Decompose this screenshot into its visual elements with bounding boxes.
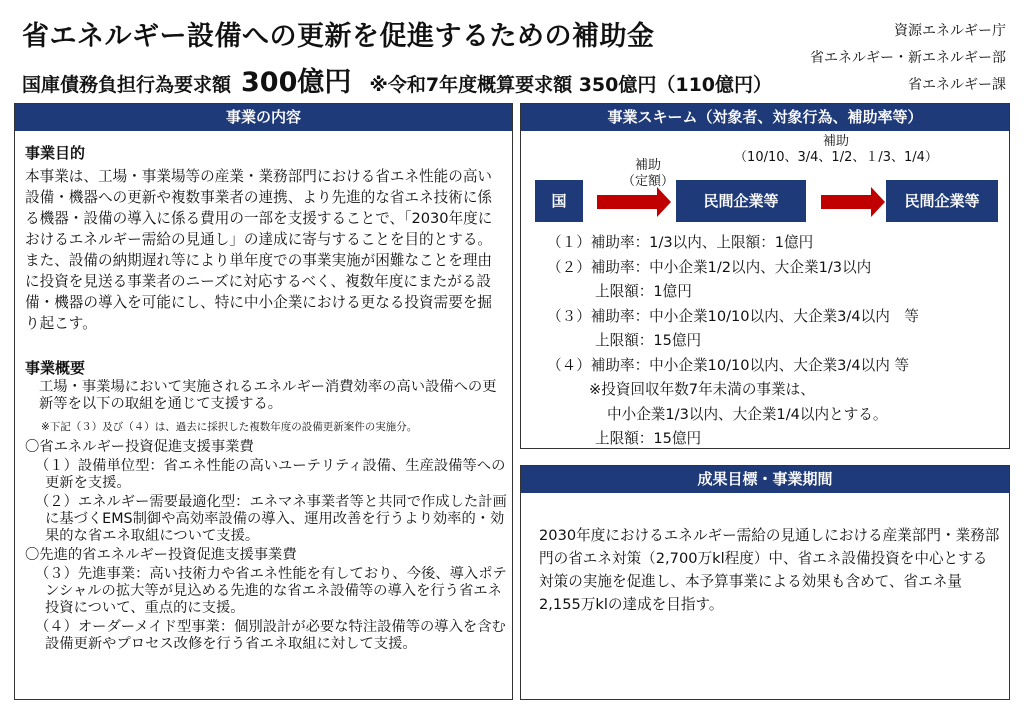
overview-items <box>25 437 509 653</box>
panel-header: 事業の内容 <box>15 104 512 131</box>
agency-line: 資源エネルギー庁 <box>894 23 1006 39</box>
rate-note: ※投資回収年数7年未満の事業は、 <box>589 381 815 398</box>
agency-block <box>810 18 1006 99</box>
agency-line: 省エネルギー・新エネルギー部 <box>810 50 1006 66</box>
page-title: 省エネルギー設備への更新を促進するための補助金 <box>22 21 655 52</box>
list-item: （２）エネルギー需要最適化型：エネマネ事業者等と共同で作成した計画に基づくEMS制御や高効率設備の導入、運用改善を行うより効率的・効果的な省エネ取組について支援。 <box>35 494 507 544</box>
rate-cap: 上限額：15億円 <box>595 430 702 447</box>
subsidy-rates <box>547 231 919 452</box>
rate-line: （２）補助率：中小企業1/2以内、大企業1/3以内 <box>547 258 872 276</box>
rate-cap: 上限額：15億円 <box>595 332 702 349</box>
list-item: （４）オーダーメイド型事業：個別設計が必要な特注設備等の導入を含む設備更新やプロセス改修を行う省エネ取組に対して支援。 <box>35 619 506 652</box>
list-item: （３）先進事業：高い技術力や省エネ性能を有しており、今後、導入ポテンシャルの拡大等が見込める先進的な省エネ設備等の導入を行う省エネ投資について、重点的に支援。 <box>35 566 507 616</box>
panel-header: 事業スキーム（対象者、対象行為、補助率等） <box>521 104 1009 131</box>
arrow-label-text: （定額） <box>621 174 674 189</box>
budget-amount: 300億円 <box>241 67 352 98</box>
rate-cap: 上限額：1億円 <box>595 283 692 300</box>
arrow-label-text: 補助 <box>822 134 849 149</box>
budget-line <box>22 60 772 99</box>
rate-line: （３）補助率：中小企業10/10以内、大企業3/4以内 等 <box>547 307 920 325</box>
private-company-box: 民間企業等 <box>676 180 806 222</box>
purpose-text: 本事業は、工場・事業場等の産業・業務部門における省エネ性能の高い設備・機器への更新や複数事業者の連携、より先進的な省エネ技術に係る機器・設備の導入に係る費用の一部を支援することで、「2030年度におけるエネルギー需給の見通し」の達成に寄与することを目的とする。また、設備の納期遅れ等により単年度での事業実施が困難なことを理由に投資を見送る事業者のニーズに対応するべく、複数年度にまたがる設備・機器の導入を可能にし、特に中小企業における更なる投資需要を掘り起こす。 <box>25 168 493 332</box>
private-company-box: 民間企業等 <box>886 180 998 222</box>
arrow-right-icon <box>597 195 657 209</box>
agency-line: 省エネルギー課 <box>908 77 1006 93</box>
list-item: （１）設備単位型：省エネ性能の高いユーテリティ設備、生産設備等への更新を支援。 <box>35 458 506 491</box>
budget-note: ※令和7年度概算要求額 350億円（110億円） <box>369 74 773 96</box>
rate-line: （４）補助率：中小企業10/10以内、大企業3/4以内 等 <box>547 356 910 374</box>
arrow2-label <box>731 134 941 166</box>
business-content-panel <box>14 103 513 700</box>
goal-text: 2030年度におけるエネルギー需給の見通しにおける産業部門・業務部門の省エネ対策（2,700万kl程度）中、省エネ設備投資を中心とする対策の実施を促進し、本予算事業による効果も含めて、省エネ量2,155万klの達成を目指す。 <box>539 527 1000 613</box>
overview-text: 工場・事業場において実施されるエネルギー消費効率の高い設備への更新等を以下の取組を通じて支援する。 <box>39 379 497 412</box>
arrow-right-icon <box>821 195 871 209</box>
arrow-label-text: 補助 <box>634 158 661 173</box>
purpose-heading: 事業目的 <box>25 144 86 162</box>
goals-panel <box>520 465 1010 700</box>
category-heading: 〇先進的省エネルギー投資促進支援事業費 <box>25 547 297 563</box>
budget-label: 国庫債務負担行為要求額 <box>22 74 232 96</box>
country-box: 国 <box>535 180 583 222</box>
overview-heading: 事業概要 <box>25 359 86 377</box>
category-heading: 〇省エネルギー投資促進支援事業費 <box>25 439 254 455</box>
overview-note: ※下記（３）及び（４）は、過去に採択した複数年度の設備更新案件の実施分。 <box>41 421 418 433</box>
scheme-panel <box>520 103 1010 449</box>
panel-header: 成果目標・事業期間 <box>521 466 1009 493</box>
rate-note: 中小企業1/3以内、大企業1/4以内とする。 <box>607 405 888 423</box>
arrow-label-text: （10/10、3/4、1/2、１/3、1/4） <box>734 150 938 165</box>
rate-line: （１）補助率：1/3以内、上限額：1億円 <box>547 234 814 251</box>
